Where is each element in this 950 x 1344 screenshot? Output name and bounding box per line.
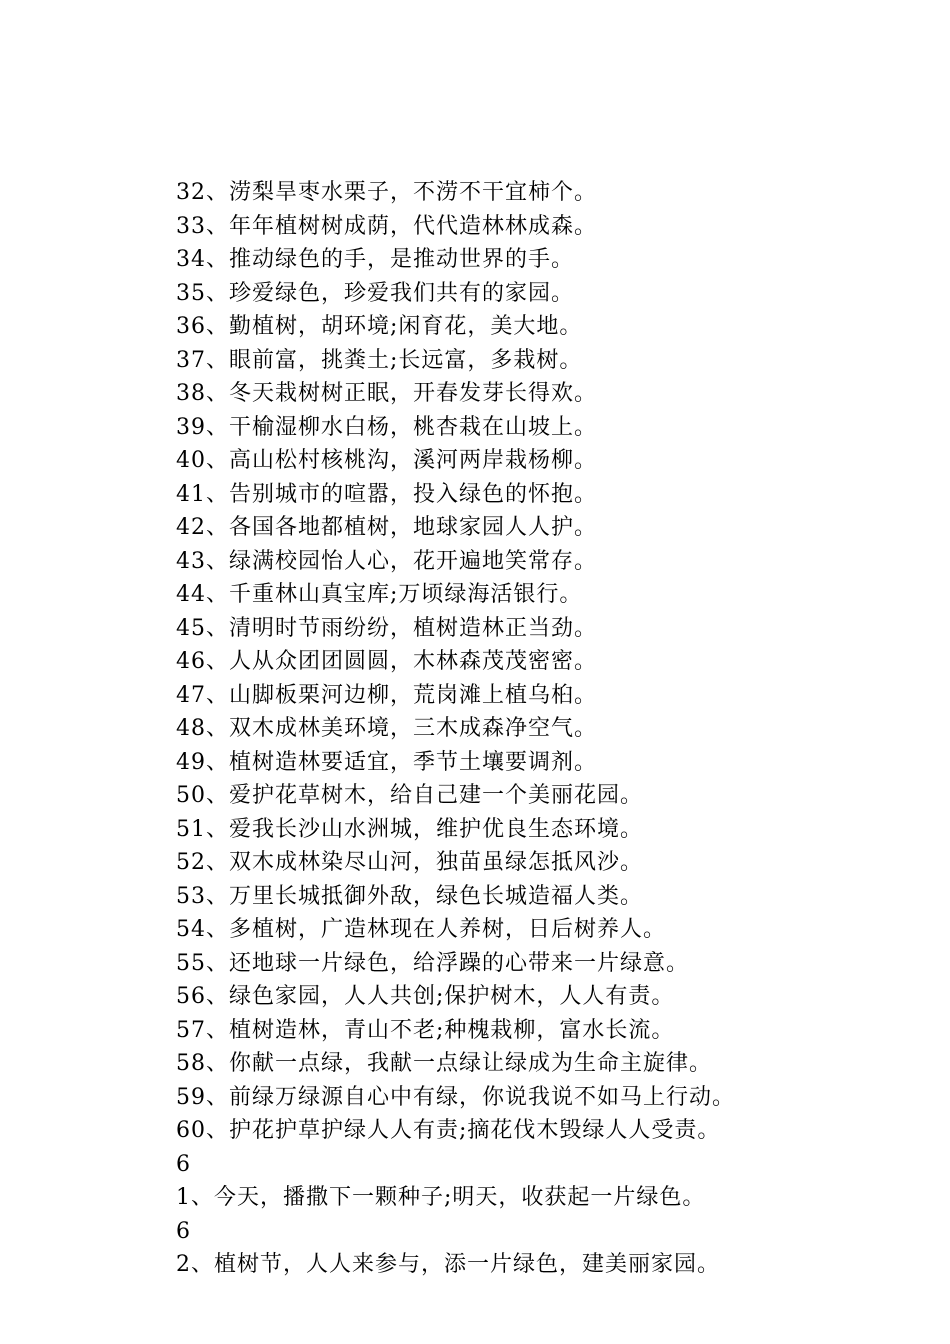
text-line: 51、爱我长沙山水洲城，维护优良生态环境。 bbox=[176, 816, 643, 842]
text-line: 47、山脚板栗河边柳，荒岗滩上植乌桕。 bbox=[176, 682, 597, 708]
text-line: 33、年年植树树成荫，代代造林林成森。 bbox=[176, 213, 597, 239]
text-line: 37、眼前富，挑粪土;长远富，多栽树。 bbox=[176, 347, 583, 373]
text-line: 45、清明时节雨纷纷，植树造林正当劲。 bbox=[176, 615, 597, 641]
text-line: 1、今天，播撒下一颗种子;明天，收获起一片绿色。 bbox=[176, 1185, 706, 1210]
text-line: 57、植树造林，青山不老;种槐栽柳，富水长流。 bbox=[176, 1017, 675, 1043]
text-line: 56、绿色家园，人人共创;保护树木，人人有责。 bbox=[176, 984, 675, 1009]
text-line: 6 bbox=[176, 1218, 191, 1244]
text-line: 50、爱护花草树木，给自己建一个美丽花园。 bbox=[176, 783, 643, 808]
text-line: 46、人从众团团圆圆，木林森茂茂密密。 bbox=[176, 649, 597, 674]
text-line: 58、你献一点绿，我献一点绿让绿成为生命主旋律。 bbox=[176, 1051, 712, 1076]
text-line: 55、还地球一片绿色，给浮躁的心带来一片绿意。 bbox=[176, 950, 689, 976]
text-line: 48、双木成林美环境，三木成森净空气。 bbox=[176, 716, 597, 741]
text-line: 43、绿满校园怡人心，花开遍地笑常存。 bbox=[176, 548, 597, 574]
text-line: 42、各国各地都植树，地球家园人人护。 bbox=[176, 515, 597, 540]
text-line: 53、万里长城抵御外敌，绿色长城造福人类。 bbox=[176, 883, 643, 909]
text-line: 32、涝梨旱枣水栗子，不涝不干宜柿个。 bbox=[176, 180, 597, 205]
text-line: 38、冬天栽树树正眠，开春发芽长得欢。 bbox=[176, 381, 597, 406]
text-line: 44、千重林山真宝库;万顷绿海活银行。 bbox=[176, 582, 583, 607]
text-line: 6 bbox=[176, 1151, 191, 1177]
text-line: 49、植树造林要适宜，季节土壤要调剂。 bbox=[176, 749, 597, 775]
text-body bbox=[176, 176, 916, 1282]
text-line: 60、护花护草护绿人人有责;摘花伐木毁绿人人受责。 bbox=[176, 1118, 721, 1143]
text-line: 52、双木成林染尽山河，独苗虽绿怎抵风沙。 bbox=[176, 850, 643, 875]
text-line: 59、前绿万绿源自心中有绿，你说我说不如马上行动。 bbox=[176, 1084, 735, 1110]
text-line: 40、高山松村核桃沟，溪河两岸栽杨柳。 bbox=[176, 448, 597, 473]
text-line: 2、植树节，人人来参与，添一片绿色，建美丽家园。 bbox=[176, 1252, 720, 1277]
text-line: 36、勤植树，胡环境;闲育花，美大地。 bbox=[176, 314, 583, 339]
text-line: 39、干榆湿柳水白杨，桃杏栽在山坡上。 bbox=[176, 414, 597, 440]
text-line: 54、多植树，广造林现在人养树，日后树养人。 bbox=[176, 917, 666, 942]
text-line: 35、珍爱绿色，珍爱我们共有的家园。 bbox=[176, 280, 574, 306]
text-line: 34、推动绿色的手，是推动世界的手。 bbox=[176, 247, 574, 272]
text-line: 41、告别城市的喧嚣，投入绿色的怀抱。 bbox=[176, 481, 597, 507]
